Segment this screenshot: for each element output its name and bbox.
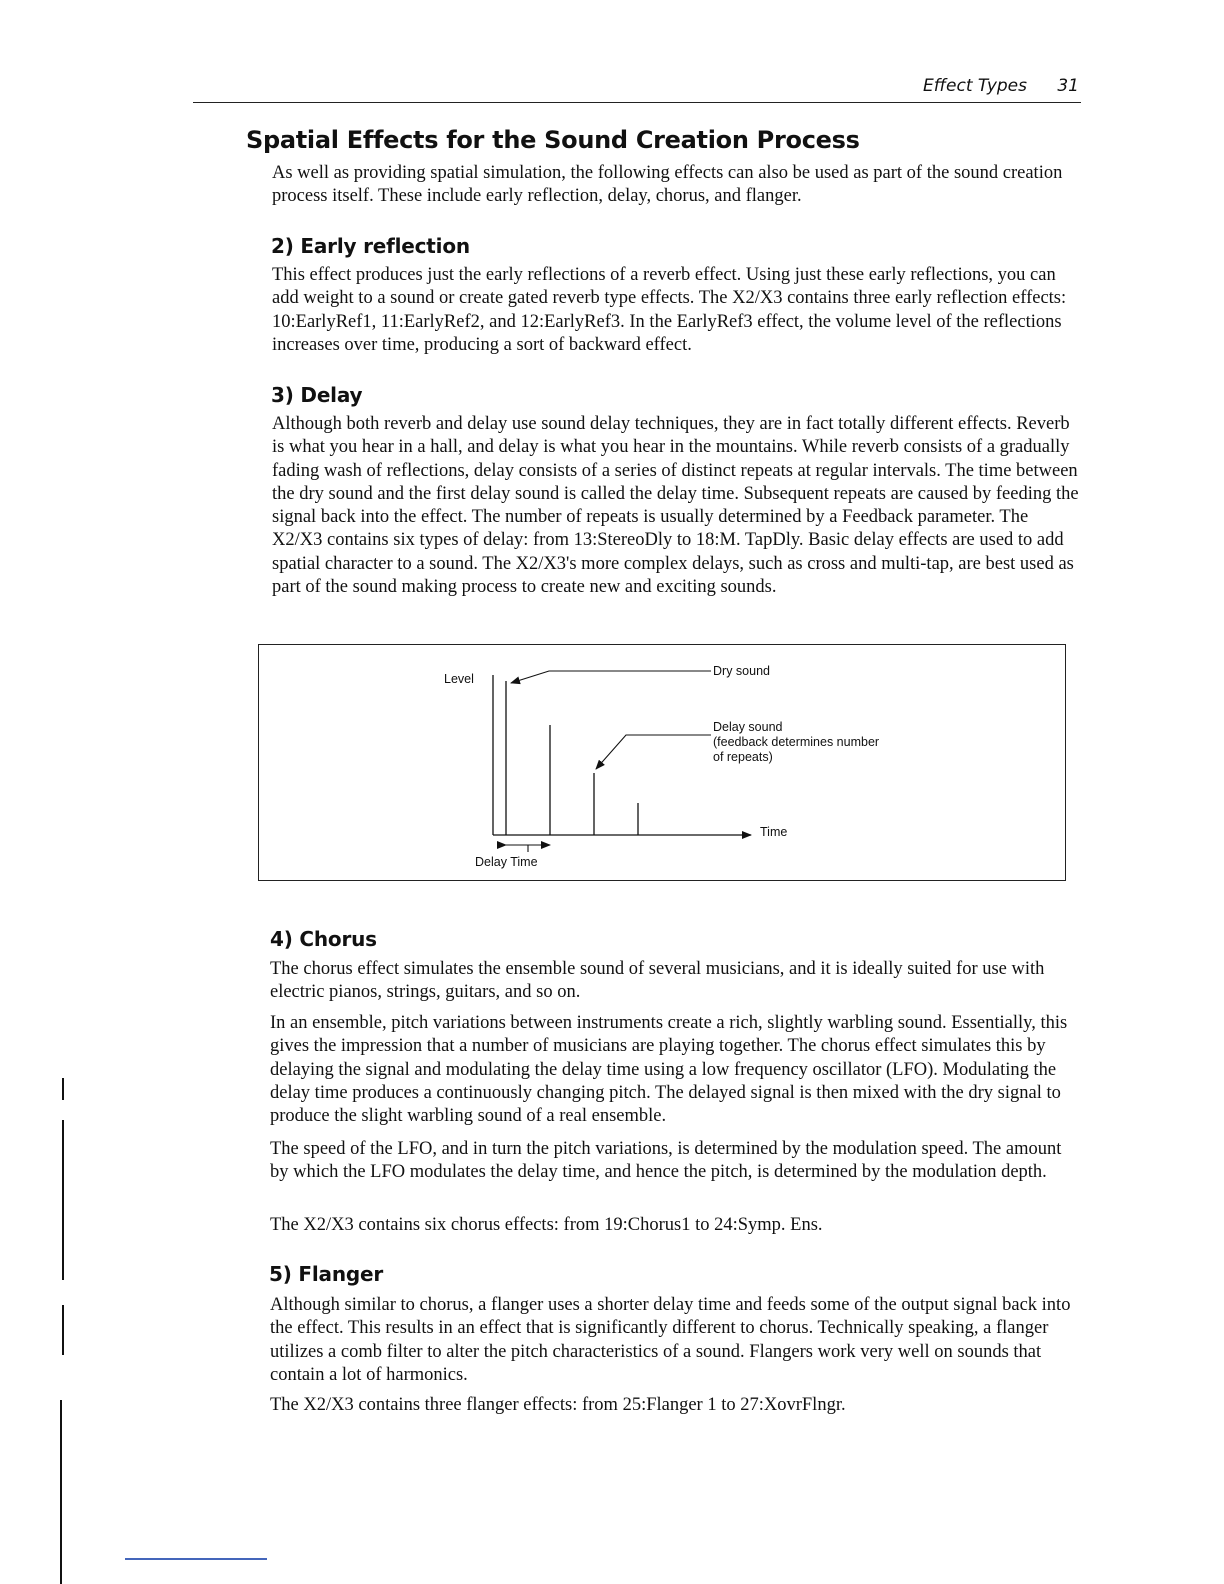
flanger-heading: 5) Flanger bbox=[269, 1262, 384, 1286]
delay-time-label: Delay Time bbox=[475, 855, 538, 869]
page-header bbox=[193, 74, 1081, 103]
early-reflection-paragraph: This effect produces just the early reflections of a reverb effect. Using just these early reflections, you can add weight to a sound or create gated reverb type effects. The X2/X3 contains three early reflection effects: 10:EarlyRef1, 11:EarlyRef2, and 12:EarlyRef3. In the EarlyRef3 effect, the volume level of the reflections increases over time, producing a sort of backward effect. bbox=[272, 265, 1067, 355]
dry-leader bbox=[511, 671, 711, 683]
delay-heading: 3) Delay bbox=[271, 383, 363, 407]
chorus-paragraph-4: The X2/X3 contains six chorus effects: from 19:Chorus1 to 24:Symp. Ens. bbox=[270, 1215, 823, 1235]
level-label: Level bbox=[444, 672, 474, 686]
chorus-heading: 4) Chorus bbox=[270, 927, 377, 951]
flanger-paragraph-1: Although similar to chorus, a flanger uses a shorter delay time and feeds some of the output signal back into the effect. This results in an effect that is significantly different to chorus. Technically speaking, a flanger utilizes a comb filter to alter the pitch characteristics of a sound. Flangers work very well on sounds that contain a lot of harmonics. bbox=[270, 1295, 1071, 1385]
page-number: 31 bbox=[1057, 76, 1079, 96]
delay-diagram bbox=[258, 644, 1066, 881]
delay-diagram-svg bbox=[259, 645, 1067, 882]
margin-mark bbox=[62, 1078, 64, 1100]
delay-sound-label-3: of repeats) bbox=[713, 750, 773, 764]
margin-mark bbox=[62, 1120, 64, 1280]
delay-paragraph: Although both reverb and delay use sound delay techniques, they are in fact totally different effects. Reverb is what you hear in a hall, and delay is what you hear in the mountains. While reverb consists of a gradually fading wash of reflections, delay consists of a series of distinct repeats at regular intervals. The time between the dry sound and the first delay sound is called the delay time. Subsequent repeats are caused by feeding the signal back into the effect. The number of repeats is usually determined by a Feedback parameter. The X2/X3 contains six types of delay: from 13:StereoDly to 18:M. TapDly. Basic delay effects are used to add spatial character to a sound. The X2/X3's more complex delays, such as cross and multi-tap, are best used as part of the sound making process to create new and exciting sounds. bbox=[272, 414, 1079, 598]
margin-mark bbox=[62, 1305, 64, 1355]
delay-sound-label-2: (feedback determines number bbox=[713, 735, 880, 749]
intro-paragraph: As well as providing spatial simulation, the following effects can also be used as part of the sound creation process itself. These include early reflection, delay, chorus, and flanger. bbox=[272, 163, 1063, 207]
delay-sound-label-1: Delay sound bbox=[713, 720, 783, 734]
chorus-paragraph-1: The chorus effect simulates the ensemble sound of several musicians, and it is ideally suited for use with electric pianos, strings, guitars, and so on. bbox=[270, 959, 1045, 1003]
section-title: Spatial Effects for the Sound Creation Process bbox=[246, 126, 860, 154]
time-label: Time bbox=[760, 825, 788, 839]
margin-mark bbox=[60, 1400, 62, 1584]
header-title: Effect Types bbox=[923, 76, 1027, 96]
delay-leader bbox=[596, 735, 711, 769]
dry-sound-label: Dry sound bbox=[713, 664, 770, 678]
footnote-rule bbox=[125, 1558, 267, 1560]
chorus-paragraph-2: In an ensemble, pitch variations between instruments create a rich, slightly warbling sound. Essentially, this gives the impression that a number of musicians are playing together. The chorus effect simulates this by delaying the signal and modulating the delay time using a low frequency oscillator (LFO). Modulating the delay time produces a continuously changing pitch. The delayed signal is then mixed with the dry signal to produce the slight warbling sound of a real ensemble. bbox=[270, 1013, 1068, 1127]
flanger-paragraph-2: The X2/X3 contains three flanger effects: from 25:Flanger 1 to 27:XovrFlngr. bbox=[270, 1395, 846, 1415]
chorus-paragraph-3: The speed of the LFO, and in turn the pitch variations, is determined by the modulation speed. The amount by which the LFO modulates the delay time, and hence the pitch, is determined by the modulation depth. bbox=[270, 1139, 1062, 1183]
early-reflection-heading: 2) Early reflection bbox=[271, 234, 470, 258]
